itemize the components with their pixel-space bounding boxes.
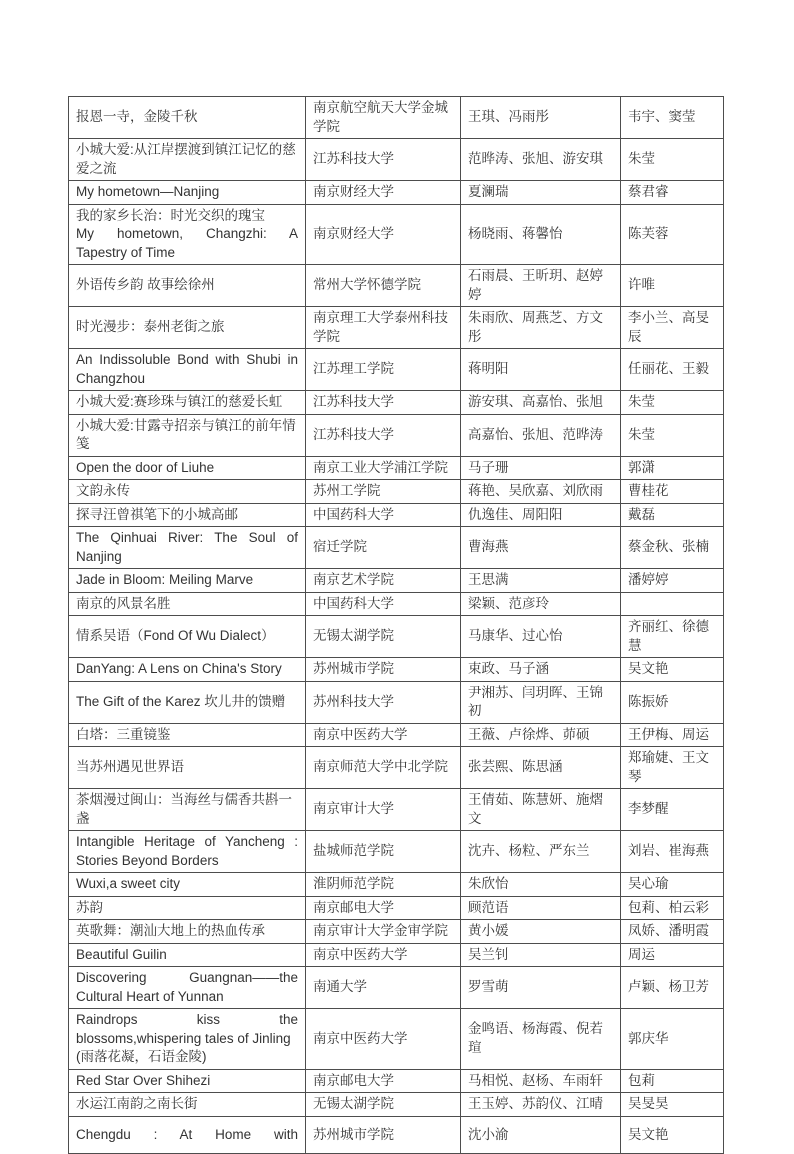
- title-line: 小城大爱:甘露寺招亲与镇江的前年情: [76, 417, 296, 433]
- table-row: [69, 456, 724, 480]
- advisors-cell: 刘岩、崔海燕: [621, 831, 724, 873]
- table-row: [69, 967, 724, 1009]
- university-line: 学院: [313, 328, 340, 344]
- title-line: The Qinhuai River: The Soul of: [76, 530, 298, 545]
- title-cell: [69, 204, 306, 265]
- table-row: [69, 789, 724, 831]
- university-line: 淮阴师范学院: [313, 876, 394, 891]
- university-line: 江苏理工学院: [313, 361, 394, 377]
- title-cell: [69, 527, 306, 569]
- works-table: [68, 96, 724, 1154]
- university-cell: [306, 1009, 461, 1070]
- university-line: 无锡太湖学院: [313, 1096, 394, 1111]
- authors-cell: 马康华、过心怡: [461, 616, 621, 658]
- title-line: 当苏州遇见世界语: [76, 759, 184, 775]
- university-cell: [306, 181, 461, 205]
- table-row: [69, 747, 724, 789]
- title-line: 情系吴语（Fond Of Wu Dialect）: [76, 628, 275, 644]
- table-row: [69, 569, 724, 593]
- title-line: 外语传乡韵 故事绘徐州: [76, 277, 215, 293]
- university-cell: [306, 658, 461, 682]
- table-row: [69, 204, 724, 265]
- university-cell: [306, 456, 461, 480]
- table-row: [69, 349, 724, 391]
- university-cell: [306, 139, 461, 181]
- title-cell: [69, 97, 306, 139]
- title-line: The Gift of the Karez 坎儿井的馈赠: [76, 693, 286, 709]
- table-row: [69, 658, 724, 682]
- title-cell: [69, 391, 306, 415]
- authors-cell: 石雨晨、王昕玥、赵婷婷: [461, 265, 621, 307]
- title-cell: [69, 723, 306, 747]
- university-cell: [306, 789, 461, 831]
- university-cell: [306, 414, 461, 456]
- title-cell: [69, 349, 306, 391]
- university-cell: [306, 349, 461, 391]
- title-line: Jade in Bloom: Meiling Marve: [76, 572, 254, 587]
- table-row: [69, 503, 724, 527]
- advisors-cell: [621, 592, 724, 616]
- advisors-cell: 潘婷婷: [621, 569, 724, 593]
- authors-cell: 范晔涛、张旭、游安琪: [461, 139, 621, 181]
- advisors-cell: 任丽花、王毅: [621, 349, 724, 391]
- authors-cell: 张芸熙、陈思涵: [461, 747, 621, 789]
- advisors-cell: 蔡金秋、张楠: [621, 527, 724, 569]
- university-line: 中国药科大学: [313, 506, 394, 522]
- university-line: 南京工业大学浦江学院: [313, 459, 448, 475]
- authors-cell: 高嘉怡、张旭、范晔涛: [461, 414, 621, 456]
- title-cell: [69, 181, 306, 205]
- title-cell: [69, 456, 306, 480]
- advisors-cell: 吴文艳: [621, 658, 724, 682]
- title-line: 苏韵: [76, 899, 103, 915]
- university-line: 江苏科技大学: [313, 151, 394, 167]
- title-line: 水运江南韵之南长街: [76, 1096, 198, 1111]
- authors-cell: 金鸣语、杨海霞、倪若瑄: [461, 1009, 621, 1070]
- title-cell: [69, 920, 306, 944]
- authors-cell: 吴兰钊: [461, 943, 621, 967]
- advisors-cell: 戴磊: [621, 503, 724, 527]
- university-cell: [306, 307, 461, 349]
- university-line: 苏州科技大学: [313, 693, 394, 709]
- advisors-cell: 凤娇、潘明霞: [621, 920, 724, 944]
- university-cell: [306, 1069, 461, 1093]
- authors-cell: 朱雨欣、周燕芝、方文彤: [461, 307, 621, 349]
- title-cell: [69, 569, 306, 593]
- title-cell: [69, 592, 306, 616]
- university-line: 南京航空航天大学金城: [313, 100, 448, 115]
- authors-cell: 夏澜瑞: [461, 181, 621, 205]
- table-row: [69, 391, 724, 415]
- university-cell: [306, 1093, 461, 1117]
- authors-cell: 束政、马子涵: [461, 658, 621, 682]
- authors-cell: 尹湘苏、闫玥晖、王锦初: [461, 681, 621, 723]
- table-row: [69, 1069, 724, 1093]
- university-line: 中国药科大学: [313, 595, 394, 611]
- title-line: 小城大爱:赛珍珠与镇江的慈爱长虹: [76, 394, 283, 409]
- table-row: [69, 723, 724, 747]
- university-cell: [306, 920, 461, 944]
- table-row: [69, 1009, 724, 1070]
- university-line: 南京财经大学: [313, 184, 394, 199]
- table-row: [69, 1116, 724, 1154]
- advisors-cell: 李小兰、高旻辰: [621, 307, 724, 349]
- university-cell: [306, 831, 461, 873]
- title-line: Intangible Heritage of Yancheng :: [76, 834, 298, 849]
- advisors-cell: 郭庆华: [621, 1009, 724, 1070]
- title-line: Nanjing: [76, 548, 122, 564]
- title-line: Stories Beyond Borders: [76, 852, 219, 868]
- authors-cell: 沈卉、杨粒、严东兰: [461, 831, 621, 873]
- advisors-cell: 吴旻昊: [621, 1093, 724, 1117]
- university-cell: [306, 480, 461, 504]
- authors-cell: 沈小渝: [461, 1116, 621, 1154]
- university-line: 苏州城市学院: [313, 661, 394, 676]
- university-line: 南通大学: [313, 979, 367, 995]
- authors-cell: 王倩茹、陈慧妍、施熠文: [461, 789, 621, 831]
- title-cell: [69, 307, 306, 349]
- advisors-cell: 陈振娇: [621, 681, 724, 723]
- authors-cell: 蒋艳、吴欣嘉、刘欣雨: [461, 480, 621, 504]
- university-cell: [306, 723, 461, 747]
- university-line: 江苏科技大学: [313, 394, 394, 409]
- table-row: [69, 414, 724, 456]
- advisors-cell: 郭潇: [621, 456, 724, 480]
- university-cell: [306, 503, 461, 527]
- university-line: 江苏科技大学: [313, 426, 394, 442]
- title-line: 文韵永传: [76, 483, 130, 498]
- university-line: 常州大学怀德学院: [313, 277, 421, 293]
- title-line: My hometown, Changzhi: A: [76, 226, 298, 241]
- university-line: 南京中医药大学: [313, 1030, 408, 1046]
- title-line: My hometown—Nanjing: [76, 184, 220, 199]
- advisors-cell: 许唯: [621, 265, 724, 307]
- table-row: [69, 681, 724, 723]
- title-line: 白塔：三重镜鉴: [76, 726, 171, 742]
- authors-cell: 马相悦、赵杨、车雨轩: [461, 1069, 621, 1093]
- advisors-cell: 郑瑜婕、王文琴: [621, 747, 724, 789]
- advisors-cell: 周运: [621, 943, 724, 967]
- title-line: 小城大爱:从江岸摆渡到镇江记忆的慈: [76, 142, 296, 157]
- university-line: 苏州工学院: [313, 483, 381, 498]
- university-line: 无锡太湖学院: [313, 628, 394, 644]
- title-cell: [69, 414, 306, 456]
- university-cell: [306, 873, 461, 897]
- university-cell: [306, 97, 461, 139]
- university-cell: [306, 616, 461, 658]
- title-line: 茶烟漫过闽山：当海丝与儒香共斟一盏: [76, 792, 292, 826]
- title-cell: [69, 1069, 306, 1093]
- title-cell: [69, 658, 306, 682]
- university-line: 南京师范大学中北学院: [313, 759, 448, 775]
- title-line: Tapestry of Time: [76, 244, 176, 260]
- title-cell: [69, 480, 306, 504]
- university-line: 南京邮电大学: [313, 1072, 394, 1088]
- table-row: [69, 943, 724, 967]
- advisors-cell: 朱莹: [621, 139, 724, 181]
- table-row: [69, 616, 724, 658]
- title-line: 探寻汪曾祺笔下的小城高邮: [76, 506, 238, 522]
- title-cell: [69, 873, 306, 897]
- authors-cell: 杨晓雨、蒋馨怡: [461, 204, 621, 265]
- title-cell: [69, 681, 306, 723]
- authors-cell: 黄小媛: [461, 920, 621, 944]
- title-line: 笺: [76, 436, 90, 451]
- university-line: 南京审计大学: [313, 801, 394, 817]
- advisors-cell: 韦宇、窦莹: [621, 97, 724, 139]
- title-line: Chengdu : At Home with: [76, 1126, 298, 1142]
- title-cell: [69, 831, 306, 873]
- authors-cell: 马子珊: [461, 456, 621, 480]
- title-line: Wuxi,a sweet city: [76, 876, 181, 891]
- title-line: Open the door of Liuhe: [76, 459, 215, 475]
- title-line: An Indissoluble Bond with Shubi in: [76, 352, 298, 367]
- university-cell: [306, 967, 461, 1009]
- title-line: 爱之流: [76, 160, 117, 176]
- authors-cell: 王玉婷、苏韵仪、江晴: [461, 1093, 621, 1117]
- table-row: [69, 592, 724, 616]
- title-line: Changzhou: [76, 370, 146, 386]
- advisors-cell: 王伊梅、周运: [621, 723, 724, 747]
- title-line: 报恩一寺，金陵千秋: [76, 109, 198, 125]
- authors-cell: 罗雪萌: [461, 967, 621, 1009]
- authors-cell: 王思满: [461, 569, 621, 593]
- title-cell: [69, 967, 306, 1009]
- title-cell: [69, 616, 306, 658]
- works-table-body: [69, 97, 724, 1154]
- university-line: 南京中医药大学: [313, 946, 408, 962]
- university-line: 宿迁学院: [313, 539, 367, 555]
- authors-cell: 王薇、卢徐烨、茆硕: [461, 723, 621, 747]
- title-line: Beautiful Guilin: [76, 946, 167, 962]
- university-line: 南京理工大学泰州科技: [313, 310, 448, 325]
- table-row: [69, 139, 724, 181]
- advisors-cell: 包莉、柏云彩: [621, 896, 724, 920]
- table-row: [69, 527, 724, 569]
- title-cell: [69, 503, 306, 527]
- title-line: Cultural Heart of Yunnan: [76, 988, 224, 1004]
- title-cell: [69, 1116, 306, 1154]
- title-cell: [69, 139, 306, 181]
- university-line: 南京邮电大学: [313, 899, 394, 915]
- authors-cell: 顾范语: [461, 896, 621, 920]
- table-row: [69, 831, 724, 873]
- title-line: Red Star Over Shihezi: [76, 1072, 211, 1088]
- title-line: Discovering Guangnan——the: [76, 970, 298, 985]
- university-cell: [306, 527, 461, 569]
- advisors-cell: 齐丽红、徐德慧: [621, 616, 724, 658]
- advisors-cell: 吴心瑜: [621, 873, 724, 897]
- title-line: blossoms,whispering tales of Jinling: [76, 1030, 291, 1046]
- university-line: 南京财经大学: [313, 226, 394, 241]
- title-cell: [69, 789, 306, 831]
- authors-cell: 曹海燕: [461, 527, 621, 569]
- university-cell: [306, 569, 461, 593]
- advisors-cell: 朱莹: [621, 414, 724, 456]
- university-cell: [306, 747, 461, 789]
- table-row: [69, 896, 724, 920]
- authors-cell: 梁颖、范彦玲: [461, 592, 621, 616]
- title-line: 南京的风景名胜: [76, 595, 171, 611]
- table-row: [69, 873, 724, 897]
- authors-cell: 朱欣怡: [461, 873, 621, 897]
- university-line: 盐城师范学院: [313, 843, 394, 859]
- table-row: [69, 97, 724, 139]
- university-cell: [306, 265, 461, 307]
- table-row: [69, 265, 724, 307]
- university-line: 南京艺术学院: [313, 572, 394, 587]
- authors-cell: 仇逸佳、周阳阳: [461, 503, 621, 527]
- university-cell: [306, 896, 461, 920]
- authors-cell: 王琪、冯雨彤: [461, 97, 621, 139]
- title-line: 时光漫步：泰州老街之旅: [76, 319, 225, 335]
- table-row: [69, 480, 724, 504]
- title-line: 英歌舞：潮汕大地上的热血传承: [76, 923, 265, 938]
- university-line: 南京审计大学金审学院: [313, 923, 448, 938]
- university-cell: [306, 391, 461, 415]
- title-line: (雨落花凝，石语金陵): [76, 1049, 207, 1064]
- title-cell: [69, 943, 306, 967]
- university-cell: [306, 592, 461, 616]
- university-cell: [306, 943, 461, 967]
- university-line: 苏州城市学院: [313, 1126, 394, 1142]
- advisors-cell: 包莉: [621, 1069, 724, 1093]
- advisors-cell: 陈芙蓉: [621, 204, 724, 265]
- university-cell: [306, 204, 461, 265]
- table-row: [69, 920, 724, 944]
- advisors-cell: 吴文艳: [621, 1116, 724, 1154]
- title-line: 我的家乡长治：时光交织的瑰宝: [76, 207, 265, 223]
- title-cell: [69, 1009, 306, 1070]
- university-line: 南京中医药大学: [313, 726, 408, 742]
- advisors-cell: 李梦醒: [621, 789, 724, 831]
- university-cell: [306, 1116, 461, 1154]
- title-cell: [69, 747, 306, 789]
- advisors-cell: 卢颖、杨卫芳: [621, 967, 724, 1009]
- table-row: [69, 307, 724, 349]
- advisors-cell: 蔡君睿: [621, 181, 724, 205]
- title-line: Raindrops kiss the: [76, 1012, 298, 1027]
- table-row: [69, 1093, 724, 1117]
- university-cell: [306, 681, 461, 723]
- title-cell: [69, 265, 306, 307]
- title-line: DanYang: A Lens on China's Story: [76, 661, 282, 676]
- title-cell: [69, 896, 306, 920]
- table-row: [69, 181, 724, 205]
- authors-cell: 蒋明阳: [461, 349, 621, 391]
- advisors-cell: 曹桂花: [621, 480, 724, 504]
- advisors-cell: 朱莹: [621, 391, 724, 415]
- authors-cell: 游安琪、高嘉怡、张旭: [461, 391, 621, 415]
- university-line: 学院: [313, 118, 340, 134]
- title-cell: [69, 1093, 306, 1117]
